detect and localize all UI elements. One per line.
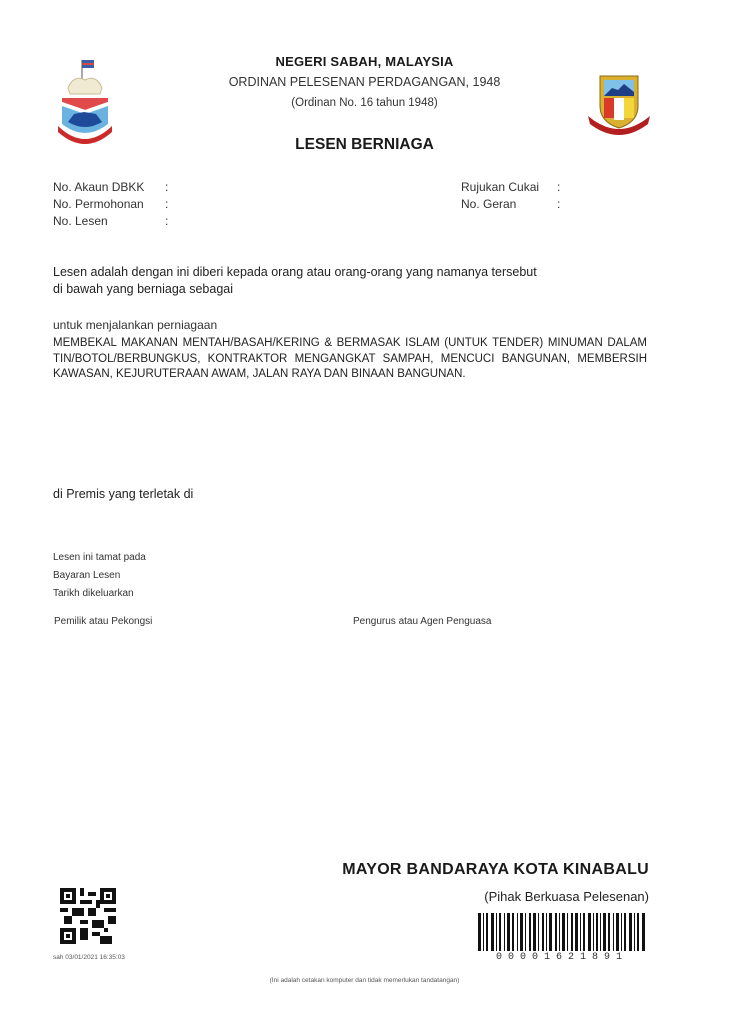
state-heading: NEGERI SABAH, MALAYSIA — [275, 54, 454, 69]
grant-line-2: di bawah yang berniaga sebagai — [53, 282, 233, 296]
field-tax-reference — [461, 180, 560, 194]
qr-code-icon — [60, 888, 116, 944]
agent-label: Pengurus atau Agen Penguasa — [353, 616, 492, 627]
field-account-number — [53, 180, 168, 194]
licensing-authority: (Pihak Berkuasa Pelesenan) — [484, 889, 649, 904]
mayor-title: MAYOR BANDARAYA KOTA KINABALU — [342, 861, 649, 878]
field-separator: : — [557, 197, 561, 211]
business-activity: MEMBEKAL MAKANAN MENTAH/BASAH/KERING & BERMASAK ISLAM (UNTUK TENDER) MINUMAN DALAM TIN/BOTOL/BERBUNGKUS, KONTRAKTOR MENGANGKAT SAMPAH, MENCUCI BANGUNAN, MEMBERSIH KAWASAN, KEJURUTERAAN AWAM, JALAN RAYA DAN BINAAN BANGUNAN. — [53, 337, 647, 380]
barcode-number: 00001621891 — [495, 952, 628, 963]
owner-label: Pemilik atau Pekongsi — [54, 616, 153, 627]
qr-timestamp: sah 03/01/2021 16:35:03 — [53, 954, 125, 961]
field-application-number — [53, 197, 168, 211]
field-label: Rujukan Cukai — [461, 180, 540, 194]
purpose-label: untuk menjalankan perniagaan — [53, 318, 218, 332]
field-separator: : — [165, 180, 169, 194]
field-separator: : — [165, 214, 169, 228]
document-title: LESEN BERNIAGA — [295, 136, 434, 153]
barcode-icon — [476, 913, 648, 951]
field-separator: : — [165, 197, 169, 211]
field-label: No. Akaun DBKK — [53, 180, 145, 194]
computer-generated-note: (Ini adalah cetakan komputer dan tidak memerlukan tandatangan) — [269, 977, 460, 984]
field-label: No. Permohonan — [53, 197, 144, 211]
field-grant-number — [461, 197, 560, 211]
ordinance-heading: ORDINAN PELESENAN PERDAGANGAN, 1948 — [228, 75, 501, 89]
field-separator: : — [557, 180, 561, 194]
grant-paragraph — [53, 264, 537, 298]
ordinance-number: (Ordinan No. 16 tahun 1948) — [291, 97, 438, 109]
grant-line-1: Lesen adalah dengan ini diberi kepada orang atau orang-orang yang namanya tersebut — [53, 265, 537, 279]
issued-date-label: Tarikh dikeluarkan — [53, 588, 134, 599]
premises-label: di Premis yang terletak di — [53, 487, 194, 501]
expiry-label: Lesen ini tamat pada — [53, 552, 146, 563]
fee-label: Bayaran Lesen — [53, 570, 121, 581]
field-license-number — [53, 214, 168, 228]
field-label: No. Lesen — [53, 214, 108, 228]
field-label: No. Geran — [461, 197, 517, 211]
